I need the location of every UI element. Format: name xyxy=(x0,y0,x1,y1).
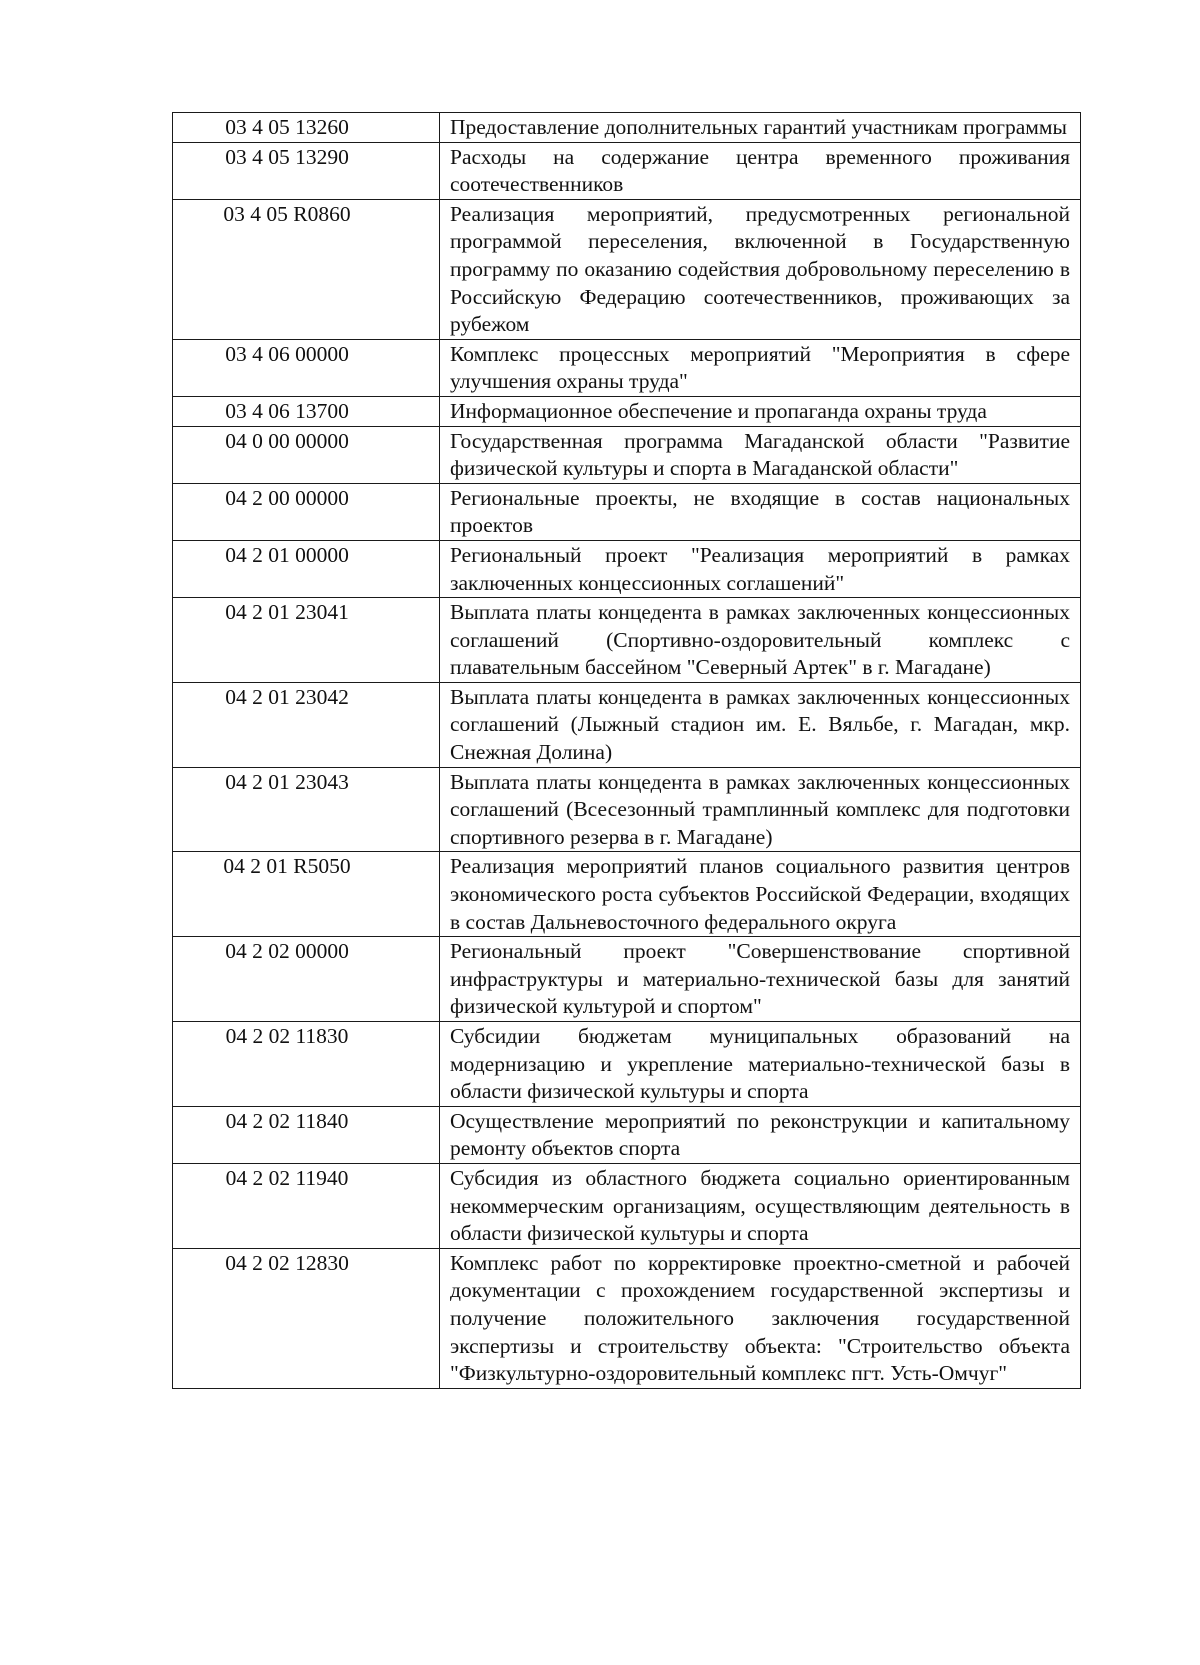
table-body xyxy=(173,113,1081,1389)
row-description-cell: Региональный проект "Совершенствование спортивной инфраструктуры и материально-технической базы для занятий физической культурой и спортом" xyxy=(440,937,1081,1022)
row-code-cell: 04 2 00 00000 xyxy=(173,483,440,540)
row-description-cell: Региональные проекты, не входящие в состав национальных проектов xyxy=(440,483,1081,540)
row-code-cell: 04 2 01 23041 xyxy=(173,598,440,683)
table-row xyxy=(173,937,1081,1022)
row-code-cell: 04 2 02 11840 xyxy=(173,1106,440,1163)
table-row xyxy=(173,598,1081,683)
row-code-cell: 04 2 01 00000 xyxy=(173,540,440,597)
row-code-cell: 03 4 05 13290 xyxy=(173,142,440,199)
row-description-cell: Комплекс работ по корректировке проектно-сметной и рабочей документации с прохождением государственной экспертизы и получение положительного заключения государственной экспертизы и строительству объекта: "Строительство объекта "Физкультурно-оздоровительный комплекс пгт. Усть-Омчуг" xyxy=(440,1248,1081,1388)
row-description-cell: Выплата платы концедента в рамках заключенных концессионных соглашений (Спортивно-оздоровительный комплекс с плавательным бассейном "Северный Артек" в г. Магадане) xyxy=(440,598,1081,683)
row-code-cell: 04 2 01 23042 xyxy=(173,682,440,767)
row-description-cell: Реализация мероприятий планов социального развития центров экономического роста субъектов Российской Федерации, входящих в состав Дальневосточного федерального округа xyxy=(440,852,1081,937)
row-code-cell: 03 4 06 00000 xyxy=(173,339,440,396)
row-code-cell: 04 2 01 R5050 xyxy=(173,852,440,937)
row-code-cell: 04 2 02 12830 xyxy=(173,1248,440,1388)
table-row xyxy=(173,1106,1081,1163)
table-row xyxy=(173,339,1081,396)
row-description-cell: Субсидия из областного бюджета социально ориентированным некоммерческим организациям, осуществляющим деятельность в области физической культуры и спорта xyxy=(440,1163,1081,1248)
row-code-cell: 04 2 02 00000 xyxy=(173,937,440,1022)
table-row xyxy=(173,1248,1081,1388)
row-description-cell: Субсидии бюджетам муниципальных образований на модернизацию и укрепление материально-технической базы в области физической культуры и спорта xyxy=(440,1022,1081,1107)
row-code-cell: 04 2 01 23043 xyxy=(173,767,440,852)
table-row xyxy=(173,142,1081,199)
row-description-cell: Предоставление дополнительных гарантий участникам программы xyxy=(440,113,1081,143)
row-description-cell: Комплекс процессных мероприятий "Мероприятия в сфере улучшения охраны труда" xyxy=(440,339,1081,396)
table-row xyxy=(173,1022,1081,1107)
row-code-cell: 03 4 05 R0860 xyxy=(173,199,440,339)
row-code-cell: 03 4 05 13260 xyxy=(173,113,440,143)
row-description-cell: Расходы на содержание центра временного проживания соотечественников xyxy=(440,142,1081,199)
table-row xyxy=(173,852,1081,937)
row-code-cell: 04 2 02 11940 xyxy=(173,1163,440,1248)
row-description-cell: Выплата платы концедента в рамках заключенных концессионных соглашений (Лыжный стадион им. Е. Вяльбе, г. Магадан, мкр. Снежная Долина) xyxy=(440,682,1081,767)
table-row xyxy=(173,540,1081,597)
table-row xyxy=(173,1163,1081,1248)
row-description-cell: Государственная программа Магаданской области "Развитие физической культуры и спорта в Магаданской области" xyxy=(440,426,1081,483)
table-row xyxy=(173,199,1081,339)
row-code-cell: 04 0 00 00000 xyxy=(173,426,440,483)
row-description-cell: Выплата платы концедента в рамках заключенных концессионных соглашений (Всесезонный трамплинный комплекс для подготовки спортивного резерва в г. Магадане) xyxy=(440,767,1081,852)
row-description-cell: Реализация мероприятий, предусмотренных региональной программой переселения, включенной в Государственную программу по оказанию содействия добровольному переселению в Российскую Федерацию соотечественников, проживающих за рубежом xyxy=(440,199,1081,339)
table-row xyxy=(173,767,1081,852)
row-code-cell: 03 4 06 13700 xyxy=(173,396,440,426)
table-row xyxy=(173,483,1081,540)
table-row xyxy=(173,396,1081,426)
budget-classification-table xyxy=(172,112,1081,1389)
table-row xyxy=(173,113,1081,143)
table-row xyxy=(173,426,1081,483)
row-description-cell: Региональный проект "Реализация мероприятий в рамках заключенных концессионных соглашений" xyxy=(440,540,1081,597)
row-description-cell: Информационное обеспечение и пропаганда охраны труда xyxy=(440,396,1081,426)
table-row xyxy=(173,682,1081,767)
row-description-cell: Осуществление мероприятий по реконструкции и капитальному ремонту объектов спорта xyxy=(440,1106,1081,1163)
row-code-cell: 04 2 02 11830 xyxy=(173,1022,440,1107)
